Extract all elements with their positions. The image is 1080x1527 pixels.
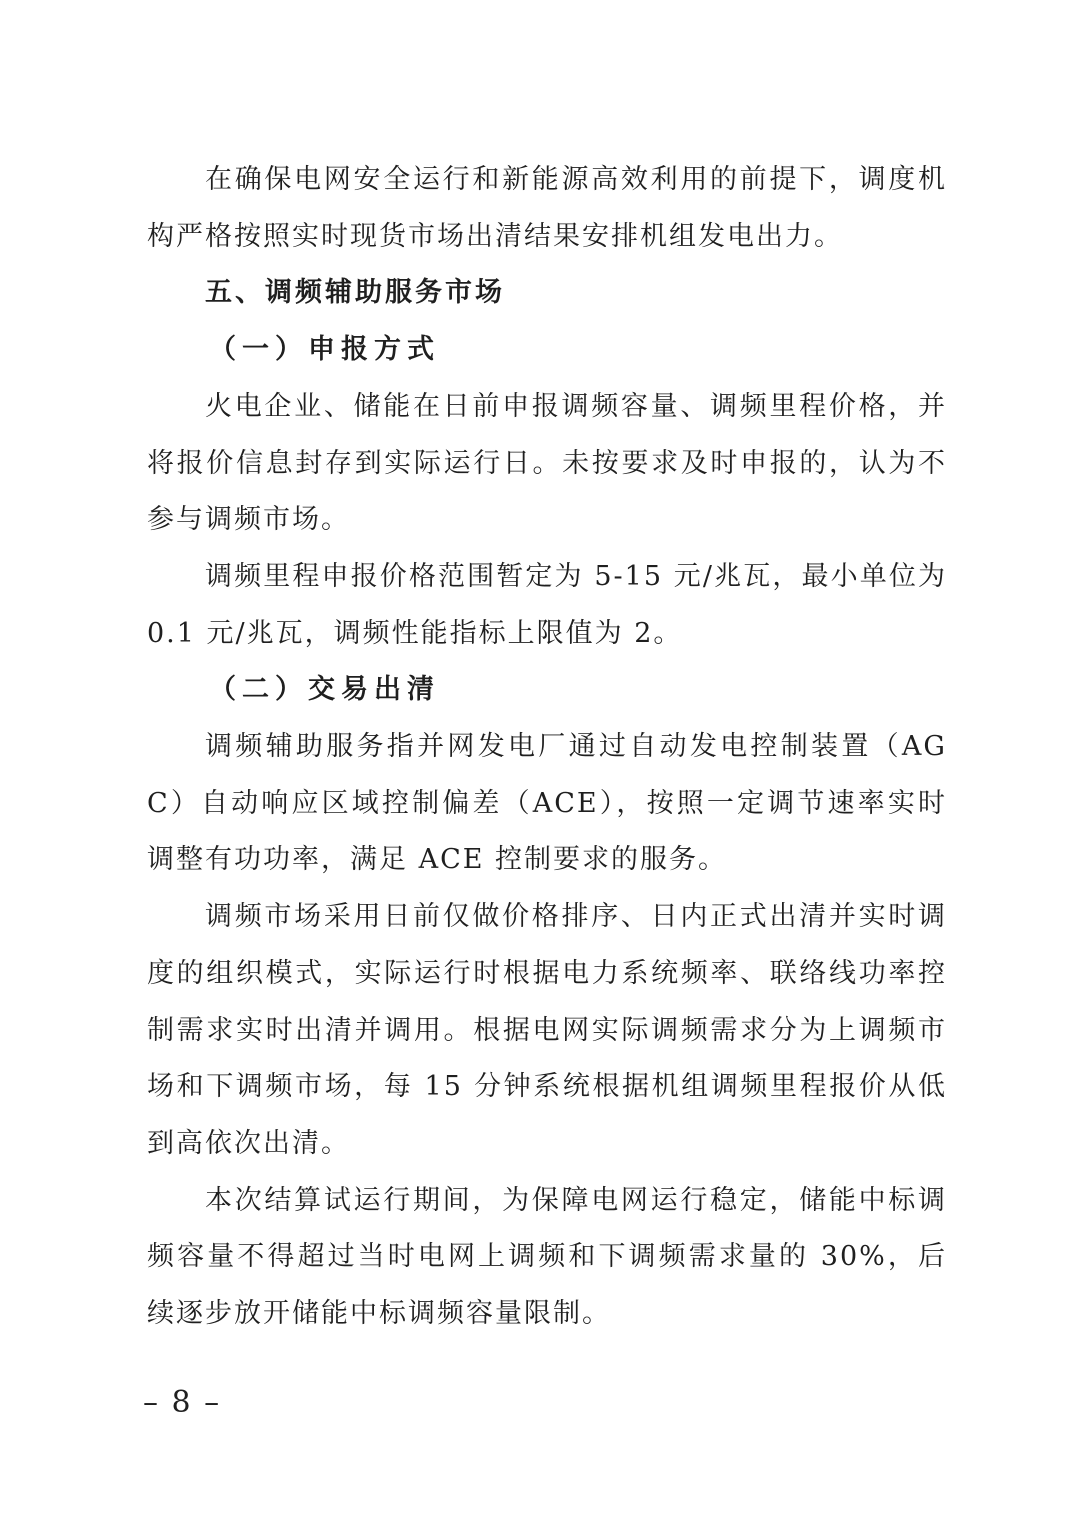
paragraph-storage-limit: 本次结算试运行期间，为保障电网运行稳定，储能中标调频容量不得超过当时电网上调频和下调频需求量的 30%，后续逐步放开储能中标调频容量限制。 bbox=[147, 1184, 947, 1330]
page-number: – 8 – bbox=[143, 1385, 222, 1420]
subheading-declaration-method: （一）申报方式 bbox=[209, 334, 440, 366]
paragraph-declaration: 火电企业、储能在日前申报调频容量、调频里程价格，并将报价信息封存到实际运行日。未按要求及时申报的，认为不参与调频市场。 bbox=[147, 390, 947, 536]
paragraph-dispatch: 在确保电网安全运行和新能源高效利用的前提下，调度机构严格按照实时现货市场出清结果安排机组发电出力。 bbox=[147, 164, 947, 252]
subheading-trade-clearing: （二）交易出清 bbox=[209, 674, 440, 706]
paragraph-price-range: 调频里程申报价格范围暂定为 5-15 元/兆瓦，最小单位为 0.1 元/兆瓦，调频性能指标上限值为 2。 bbox=[147, 560, 947, 649]
section-heading-frequency-regulation-market: 五、调频辅助服务市场 bbox=[205, 277, 505, 309]
document-body bbox=[147, 152, 947, 1343]
paragraph-agc-definition: 调频辅助服务指并网发电厂通过自动发电控制装置（AGC）自动响应区域控制偏差（ACE），按照一定调节速率实时调整有功功率，满足 ACE 控制要求的服务。 bbox=[147, 731, 947, 876]
paragraph-market-mode: 调频市场采用日前仅做价格排序、日内正式出清并实时调度的组织模式，实际运行时根据电力系统频率、联络线功率控制需求实时出清并调用。根据电网实际调频需求分为上调频市场和下调频市场，每 15 分钟系统根据机组调频里程报价从低到高依次出清。 bbox=[147, 901, 947, 1159]
